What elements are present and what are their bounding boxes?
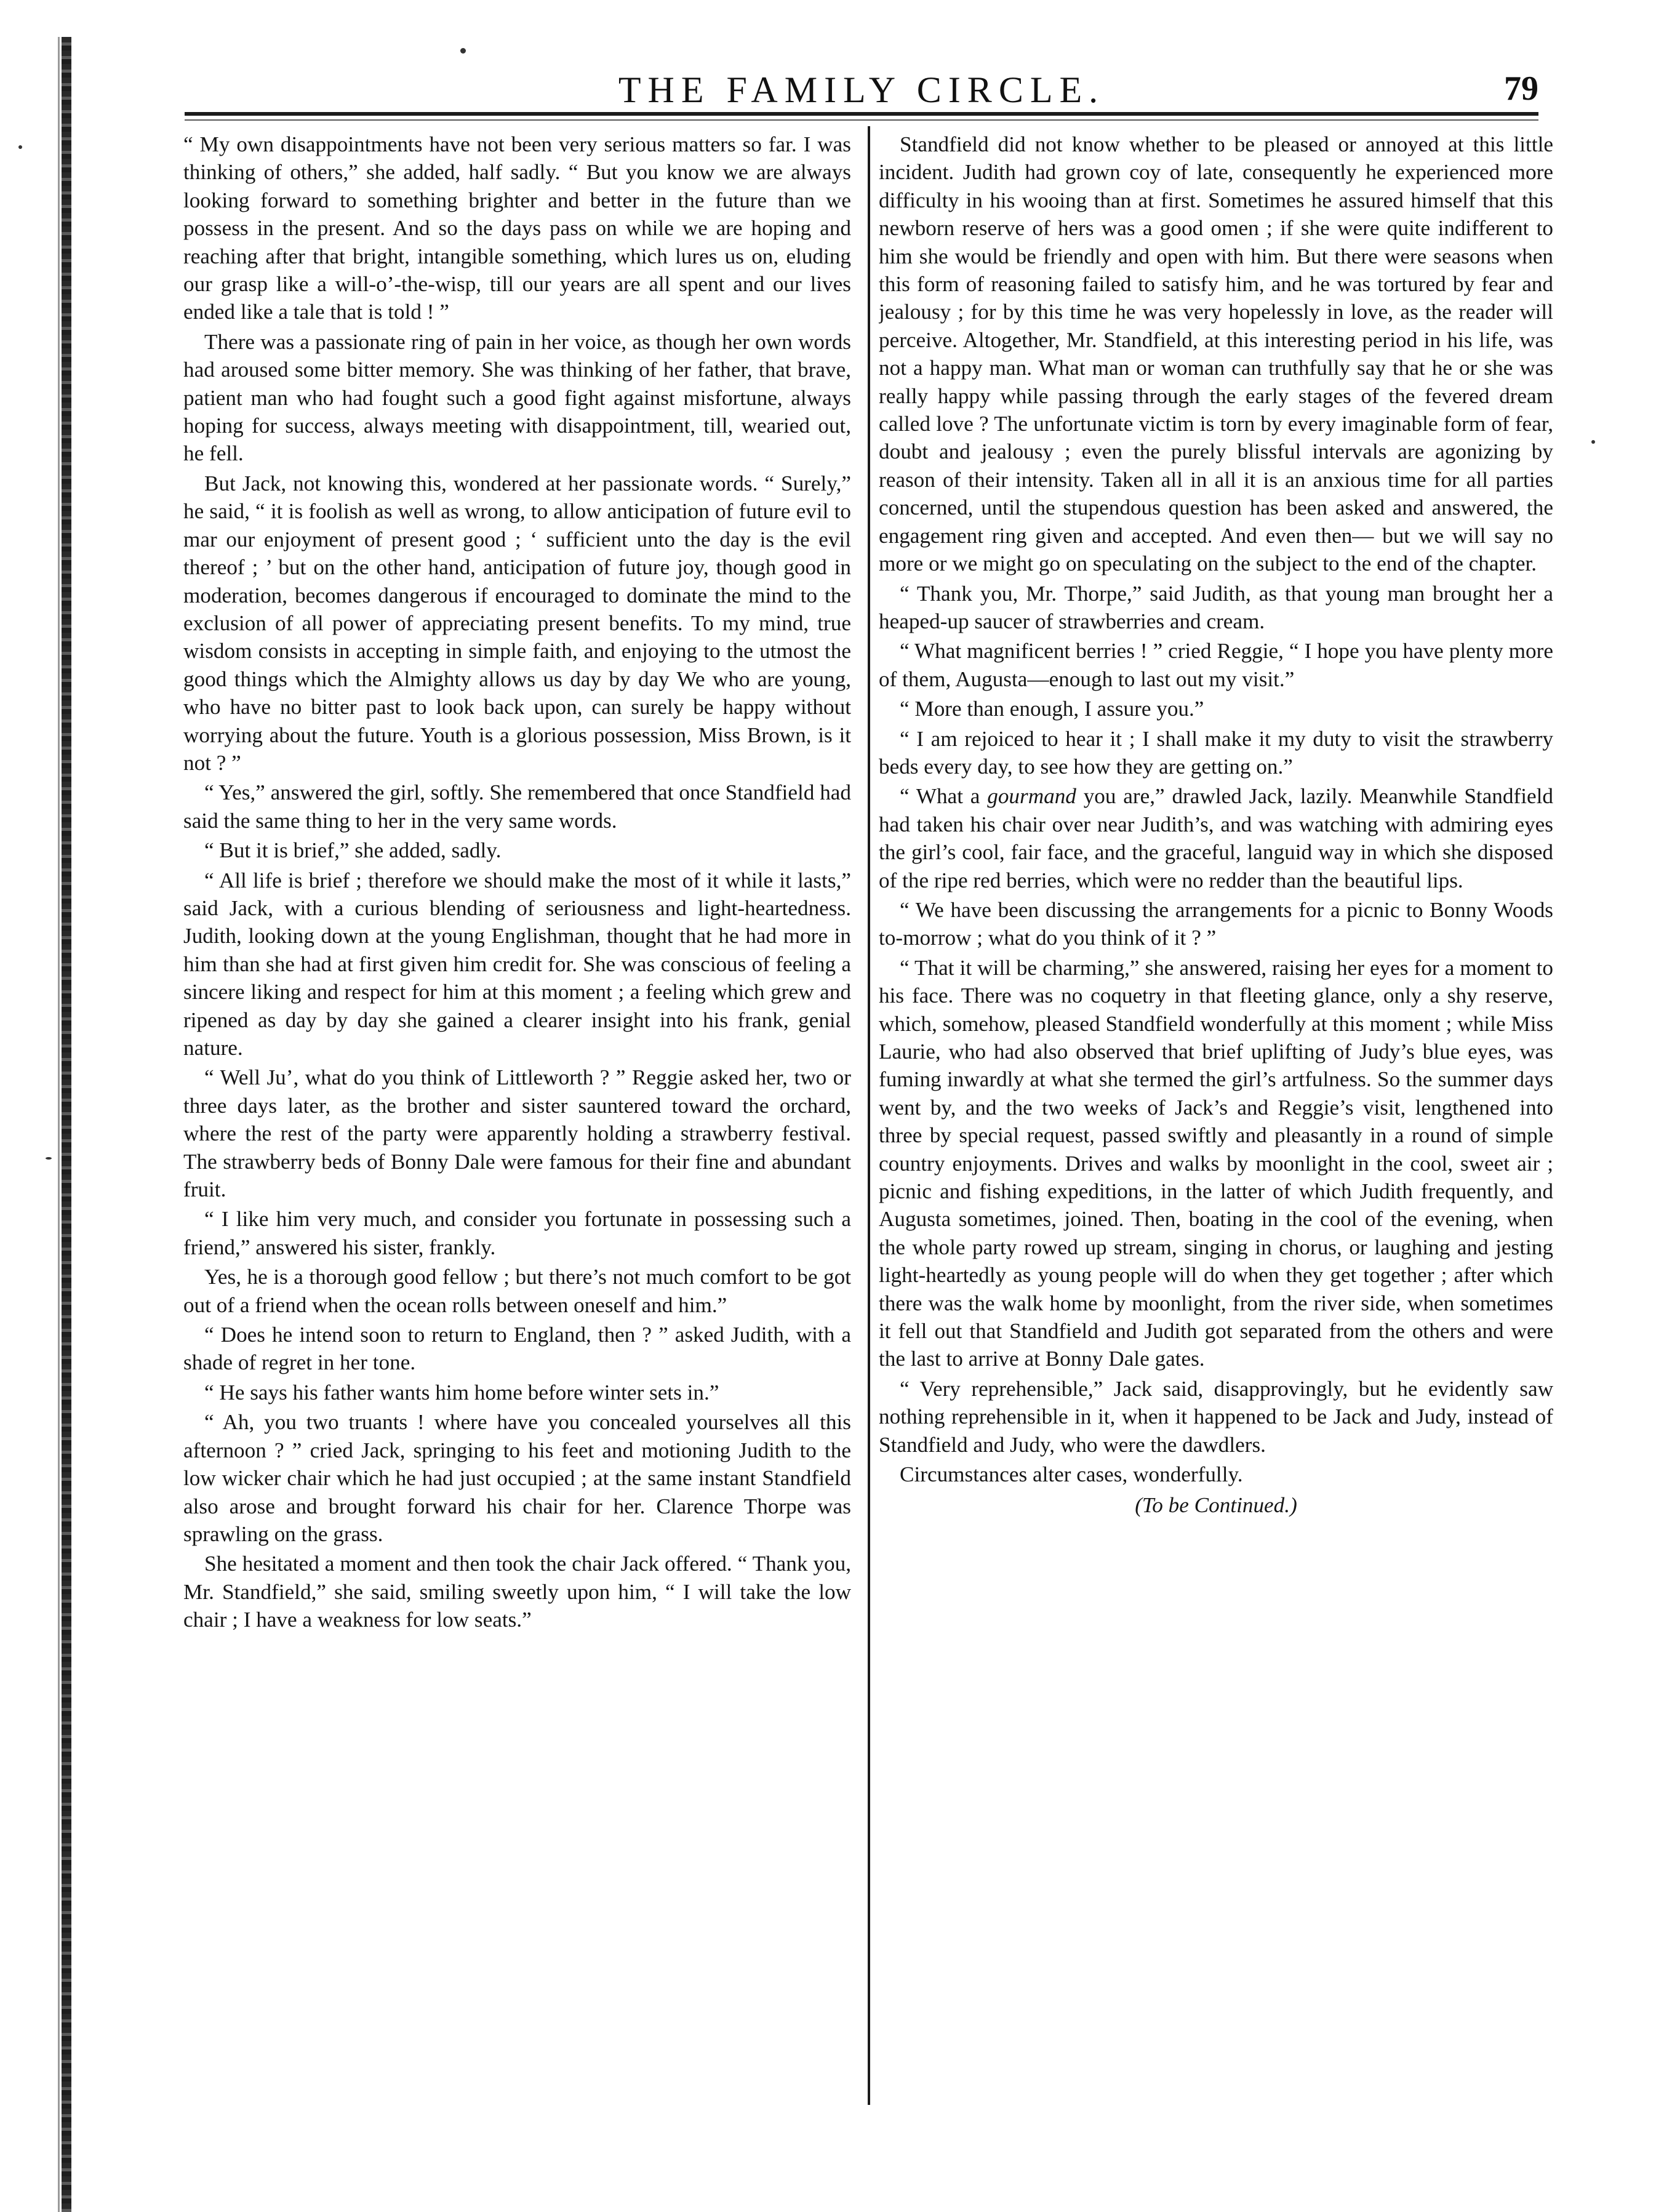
page-header bbox=[185, 69, 1538, 137]
paragraph: “ That it will be charming,” she answered, raising her eyes for a moment to his face. There was no coquetry in that fleeting glance, only a shy reserve, which, somehow, pleased Standfield wonderfully at this moment ; while Miss Laurie, who had also observed that brief uplifting of Judy’s blue eyes, was fuming inwardly at what she termed the girl’s artfulness. So the summer days went by, and the two weeks of Jack’s and Reggie’s visit, lengthened into three by special request, passed swiftly and pleasantly in a round of simple country enjoyments. Drives and walks by moonlight in the cool, sweet air ; picnic and fishing expeditions, in the latter of which Judith frequently, and Augusta sometimes, joined. Then, boating in the cool of the evening, when the whole party rowed up stream, singing in chorus, or laughing and jesting light-heartedly as young people will do when they get together ; after which there was the walk home by moonlight, from the river side, when sometimes it fell out that Standfield and Judith got separated from the others and were the last to arrive at Bonny Dale gates. bbox=[879, 955, 1553, 1371]
print-speck bbox=[46, 1157, 52, 1160]
paragraph: “ Well Ju’, what do you think of Littleworth ? ” Reggie asked her, two or three days later, as the brother and sister sauntered toward the orchard, where the rest of the party were apparently holding a strawberry festival. The strawberry beds of Bonny Dale were famous for their fine and abundant fruit. bbox=[183, 1065, 851, 1202]
print-speck bbox=[460, 48, 466, 54]
page-number: 79 bbox=[1504, 70, 1538, 108]
paragraph: “ What magnificent berries ! ” cried Reggie, “ I hope you have plenty more of them, Augusta—enough to last out my visit.” bbox=[879, 639, 1553, 691]
paragraph: Yes, he is a thorough good fellow ; but there’s not much comfort to be got out of a friend when the ocean rolls between oneself and him.” bbox=[183, 1265, 851, 1317]
paragraph: But Jack, not knowing this, wondered at her passionate words. “ Surely,” he said, “ it is foolish as well as wrong, to allow anticipation of future evil to mar our enjoyment of present good ; ‘ sufficient unto the day is the evil thereof ; ’ but on the other hand, anticipation of future joy, though good in moderation, becomes dangerous if encouraged to dominate the mind to the exclusion of all power of appreciating present benefits. To my mind, true wisdom consists in accepting in simple faith, and enjoying to the utmost the good things which the Almighty allows us day by day We who are young, who have no bitter past to look back upon, can surely be happy without worrying about the future. Youth is a glorious possession, Miss Brown, is it not ? ” bbox=[183, 471, 851, 775]
paragraph: Standfield did not know whether to be pleased or annoyed at this little incident. Judith had grown coy of late, consequently he experienced more difficulty in his wooing than at first. Sometimes he assured himself that this newborn reserve of hers was a good omen ; if she were quite indifferent to him she would be friendly and open with him. But there were seasons when this form of reasoning failed to satisfy him, and he was tortured by fear and jealousy ; for by this time he was very hopelessly in love, as the reader will perceive. Altogether, Mr. Standfield, at this interesting period in his life, was not a happy man. What man or woman can truthfully say that he or she was really happy while passing through the early stages of the fevered dream called love ? The unfortunate victim is torn by every imaginable form of fear, doubt and jealousy ; even the purely blissful intervals are agonizing by reason of their intensity. Taken all in all it is an anxious time for all parties concerned, until the stupendous question has been asked and answered, the engagement ring given and accepted. And even then— but we will say no more or we might go on speculating on the subject to the end of the chapter. bbox=[879, 132, 1553, 576]
header-rule bbox=[185, 112, 1538, 116]
paragraph: “ Thank you, Mr. Thorpe,” said Judith, as that young man brought her a heaped-up saucer of strawberries and cream. bbox=[879, 581, 1553, 633]
paragraph: “ We have been discussing the arrangements for a picnic to Bonny Woods to-morrow ; what do you think of it ? ” bbox=[879, 897, 1553, 950]
column-divider bbox=[868, 126, 870, 2105]
paragraph: Circumstances alter cases, wonderfully. bbox=[900, 1462, 1243, 1487]
paragraph: “ More than enough, I assure you.” bbox=[900, 697, 1204, 721]
left-column bbox=[183, 130, 851, 2112]
paragraph: She hesitated a moment and then took the chair Jack offered. “ Thank you, Mr. Standfield,” she said, smiling sweetly upon him, “ I will take the low chair ; I have a weakness for low seats.” bbox=[183, 1552, 851, 1632]
paragraph: “ Very reprehensible,” Jack said, disapprovingly, but he evidently saw nothing reprehensible in it, when it happened to be Jack and Judy, instead of Standfield and Judy, who were the dawdlers. bbox=[879, 1376, 1553, 1457]
paragraph: There was a passionate ring of pain in her voice, as though her own words had aroused some bitter memory. She was thinking of her father, that brave, patient man who had fought such a good fight against misfortune, always hoping for success, always meeting with disappointment, till, wearied out, he fell. bbox=[183, 329, 851, 466]
right-column bbox=[879, 130, 1553, 2112]
paragraph: “ He says his father wants him home before winter sets in.” bbox=[204, 1380, 719, 1405]
binding-edge bbox=[58, 37, 60, 2212]
running-title: THE FAMILY CIRCLE. bbox=[618, 70, 1105, 110]
paragraph bbox=[879, 782, 1553, 894]
paragraph: “ My own disappointments have not been very serious matters so far. I was thinking of others,” she added, half sadly. “ But you know we are always looking forward to something brighter and better in the future than we possess in the present. And so the days pass on while we are hoping and reaching after that bright, intangible something, which lures us on, eluding our grasp like a will-o’-the-wisp, till our years are all spent and our lives ended like a tale that is told ! ” bbox=[183, 132, 851, 324]
book-spine bbox=[62, 37, 71, 2212]
print-speck bbox=[1591, 440, 1595, 444]
paragraph: “ Does he intend soon to return to England, then ? ” asked Judith, with a shade of regret in her tone. bbox=[183, 1323, 851, 1375]
text-run: you are,” drawled Jack, lazily. Meanwhile Standfield had taken his chair over near Judith’s, and was watching with admiring eyes the girl’s cool, fair face, and the graceful, languid way in which she disposed of the ripe red berries, which were no redder than the beautiful lips. bbox=[879, 784, 1553, 892]
to-be-continued-note: (To be Continued.) bbox=[1135, 1493, 1297, 1517]
paragraph: “ I like him very much, and consider you fortunate in possessing such a friend,” answered his sister, frankly. bbox=[183, 1207, 851, 1259]
italic-word: gourmand bbox=[987, 784, 1076, 809]
paragraph: “ Ah, you two truants ! where have you concealed yourselves all this afternoon ? ” cried Jack, springing to his feet and motioning Judith to the low wicker chair which he had just occupied ; at the same instant Standfield also arose and brought forward his chair for her. Clarence Thorpe was sprawling on the grass. bbox=[183, 1410, 851, 1546]
text-run: “ What a bbox=[900, 784, 988, 809]
paragraph: “ I am rejoiced to hear it ; I shall make it my duty to visit the strawberry beds every day, to see how they are getting on.” bbox=[879, 726, 1553, 779]
print-speck bbox=[18, 145, 22, 149]
paragraph: “ Yes,” answered the girl, softly. She remembered that once Standfield had said the same thing to her in the very same words. bbox=[183, 780, 851, 833]
paragraph: “ All life is brief ; therefore we should make the most of it while it lasts,” said Jack, with a curious blending of seriousness and light-heartedness. Judith, looking down at the young Englishman, thought that he had more in him than she had at first given him credit for. She was conscious of feeling a sincere liking and respect for him at this moment ; a feeling which grew and ripened as day by day she gained a clearer insight into his frank, genial nature. bbox=[183, 868, 851, 1060]
header-rule-thin bbox=[185, 119, 1538, 121]
paragraph: “ But it is brief,” she added, sadly. bbox=[204, 838, 502, 863]
